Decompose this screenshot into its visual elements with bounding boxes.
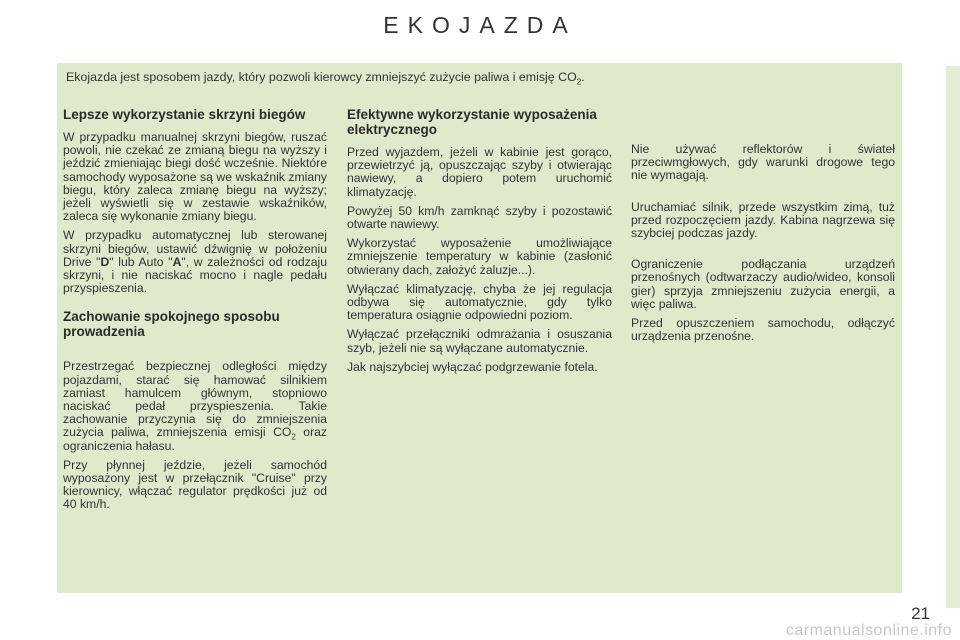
column-left bbox=[63, 107, 327, 518]
intro-text bbox=[66, 69, 866, 85]
heading-electrical: Efektywne wykorzystanie wyposażenia elektrycznego bbox=[347, 107, 597, 137]
paragraph-auto-gearbox bbox=[63, 229, 327, 295]
watermark: carmanualsonline.info bbox=[785, 622, 952, 639]
page-number: 21 bbox=[911, 604, 930, 623]
heading-gearbox: Lepsze wykorzystanie skrzyni biegów bbox=[63, 107, 306, 122]
paragraph-ventilation: Przed wyjazdem, jeżeli w kabinie jest gorąco, przewietrzyć ją, opuszczając szyby i otwierając nawiewy, a dopiero potem uruchomić klimatyzację. bbox=[347, 145, 612, 199]
paragraph-manual-gearbox: W przypadku manualnej skrzyni biegów, ruszać powoli, nie czekać ze zmianą biegu na wyższy i jeździć zmieniając biegi dość wcześnie. Niektóre samochody wyposażone są we wskaźnik zmiany biegu, który zaleca zmianę biegu na wyższy; jeżeli wyświetli się w zestawie wskaźników, zaleca się wykonanie zmiany biegu. bbox=[63, 130, 327, 224]
paragraph-seat-heating: Jak najszybciej wyłączać podgrzewanie fotela. bbox=[347, 359, 598, 374]
auto-letter: A bbox=[172, 254, 182, 269]
paragraph-engine-start: Uruchamiać silnik, przede wszystkim zimą, tuż przed rozpoczęciem jazdy. Kabina nagrzewa się szybciej podczas jazdy. bbox=[631, 199, 895, 241]
paragraph-portable-devices: Ograniczenie podłączania urządzeń przenośnych (odtwarzaczy audio/wideo, konsoli gier) sprzyja zmniejszeniu zużycia energii, a więc paliwa. bbox=[631, 257, 895, 311]
drive-letter: D bbox=[100, 254, 110, 269]
intro-subscript: 2 bbox=[576, 77, 582, 87]
safe-distance-text-end: oraz ograniczenia hałasu. bbox=[63, 425, 327, 453]
side-tab bbox=[946, 66, 960, 608]
paragraph-ac: Wyłączać klimatyzację, chyba że jej regulacja odbywa się automatycznie, gdy tylko temperatura osiągnie odpowiedni poziom. bbox=[347, 281, 612, 323]
paragraph-unplug: Przed opuszczeniem samochodu, odłączyć urządzenia przenośne. bbox=[631, 316, 895, 344]
paragraph-cabin-temp: Wykorzystać wyposażenie umożliwiające zmniejszenie temperatury w kabinie (zasłonić otwierany dach, założyć żaluzje...). bbox=[347, 236, 612, 277]
auto-gearbox-text-a: W przypadku automatycznej lub sterowanej skrzyni biegów, ustawić dźwignię w położeniu Drive " bbox=[63, 228, 327, 269]
co2-subscript: 2 bbox=[291, 432, 296, 442]
heading-calm-driving: Zachowanie spokojnego sposobu prowadzenia bbox=[63, 309, 280, 340]
paragraph-windows: Powyżej 50 km/h zamknąć szyby i pozostawić otwarte nawiewy. bbox=[347, 203, 612, 232]
auto-gearbox-text-e: ", w zależności od rodzaju skrzyni, i nie naciskać mocno i nagle pedału przyspieszenia. bbox=[63, 254, 327, 296]
safe-distance-text: Przestrzegać bezpiecznej odległości między pojazdami, starać się hamować silnikiem zamiast hamulcem głównym, stopniowo naciskać pedał przyspieszenia. Takie zachowanie przyczynia się do zmniejszenia zużycia paliwa, zmniejszenia emisji CO bbox=[63, 359, 327, 440]
intro-text-end: . bbox=[581, 70, 585, 84]
paragraph-fog-lights: Nie używać reflektorów i świateł przeciwmgłowych, gdy warunki drogowe tego nie wymagają. bbox=[631, 142, 895, 183]
intro-text-main: Ekojazda jest sposobem jazdy, który pozwoli kierowcy zmniejszyć zużycie paliwa i emisję CO bbox=[66, 70, 577, 84]
auto-gearbox-text-c: " lub Auto " bbox=[109, 254, 173, 269]
paragraph-cruise: Przy płynnej jeździe, jeżeli samochód wyposażony jest w przełącznik "Cruise" przy kierownicy, włączać regulator prędkości już od 40 km/h. bbox=[63, 457, 327, 512]
column-right bbox=[631, 143, 895, 349]
page-title: EKOJAZDA bbox=[383, 12, 577, 38]
paragraph-safe-distance bbox=[63, 360, 327, 452]
column-middle bbox=[347, 107, 612, 380]
paragraph-defrost: Wyłączać przełączniki odmrażania i osuszania szyb, jeżeli nie są wyłączane automatycznie. bbox=[347, 327, 612, 355]
